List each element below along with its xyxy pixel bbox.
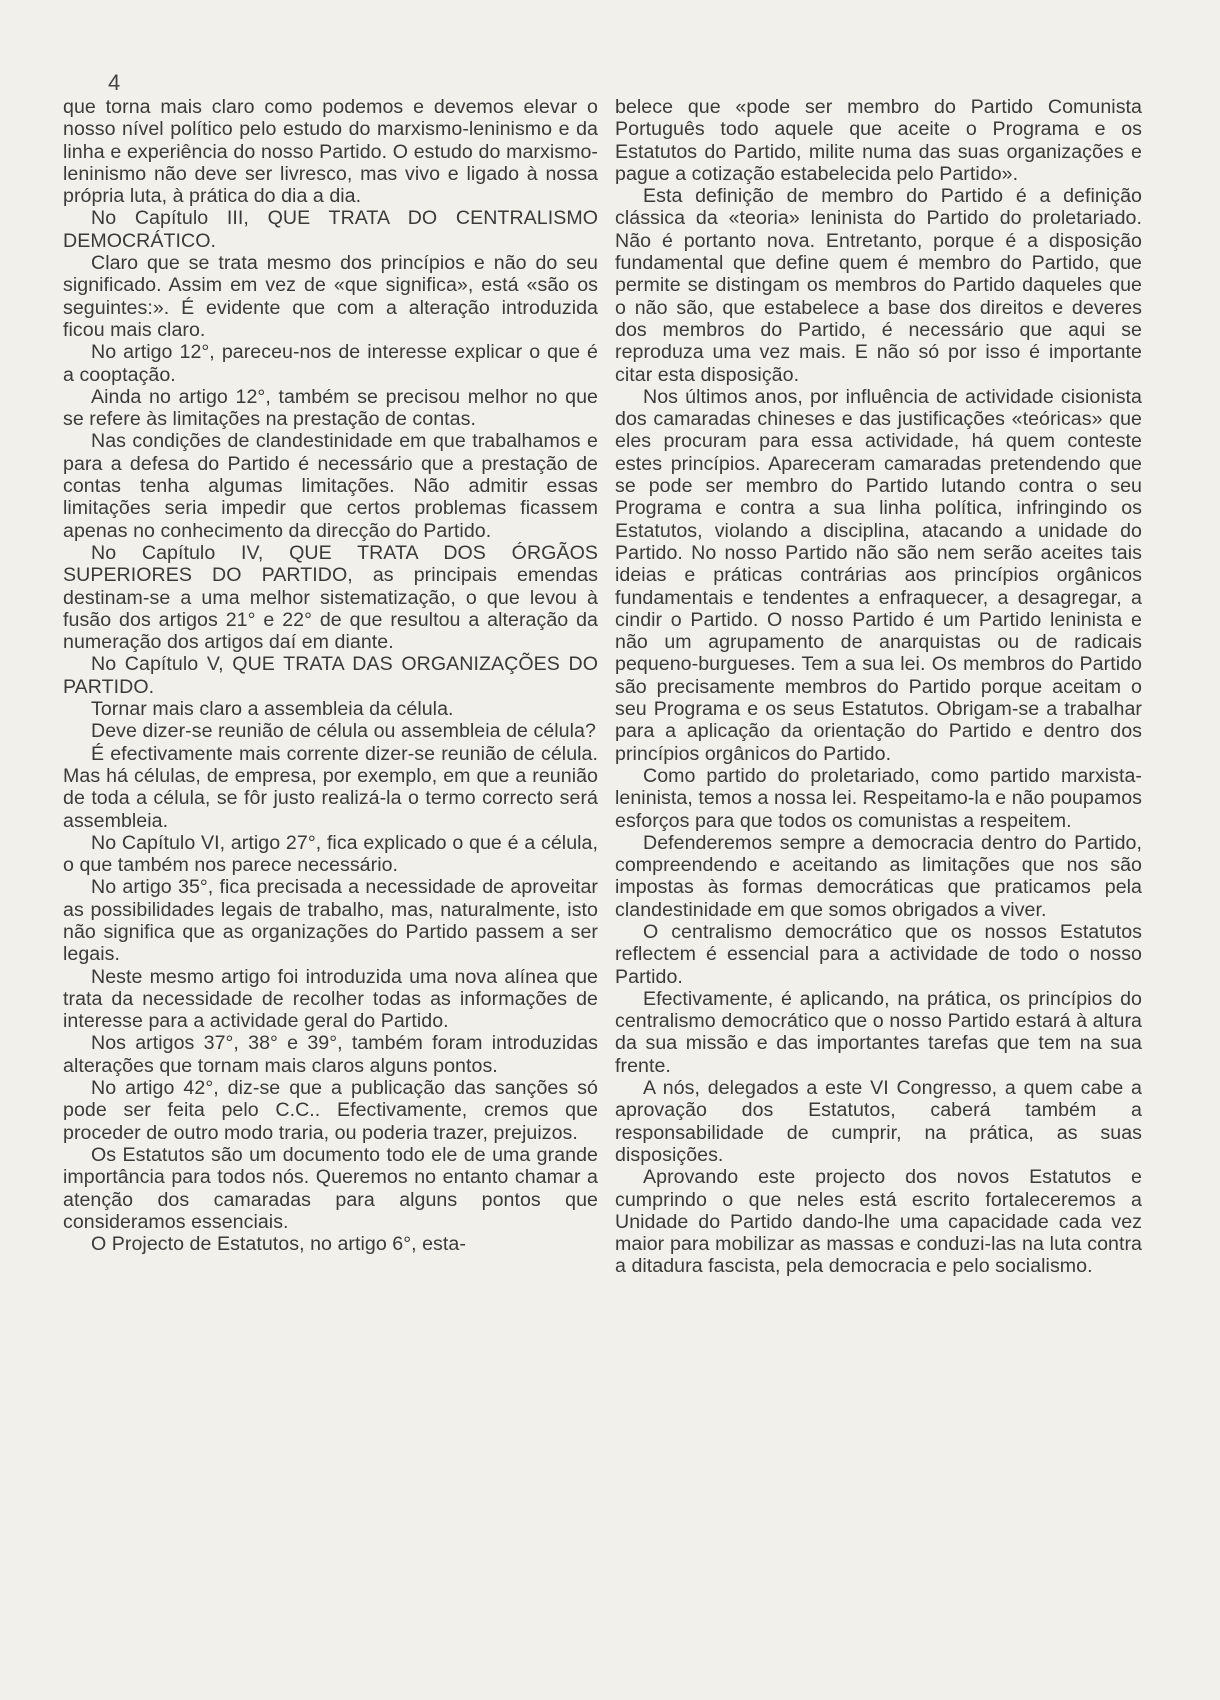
paragraph: Os Estatutos são um documento todo ele de uma grande importância para todos nós. Queremos no entanto chamar a atenção dos camaradas para alguns pontos que consideramos essenciais. [63,1143,598,1233]
page-number: 4 [108,70,121,95]
paragraph: No artigo 35°, fica precisada a necessidade de aproveitar as possibilidades legais de trabalho, mas, naturalmente, isto não significa que as organizações do Partido passem a ser legais. [63,876,598,966]
paragraph: Ainda no artigo 12°, também se precisou melhor no que se refere às limitações na prestação de contas. [63,385,598,431]
paragraph: Esta definição de membro do Partido é a definição clássica da «teoria» leninista do Partido do proletariado. Não é portanto nova. Entretanto, porque é a disposição fundamental que define quem é membro do Partido, que permite se distingam os membros do Partido daqueles que o não são, que estabelece a base dos direitos e deveres dos membros do Partido, é necessário que aqui se reproduza uma vez mais. E não só por isso é importante citar esta disposição. [615,185,1142,386]
paragraph: Nas condições de clandestinidade em que trabalhamos e para a defesa do Partido é necessário que a prestação de contas tenha algumas limitações. Não admitir essas limitações seria impedir que certos problemas ficassem apenas no conhecimento da direcção do Partido. [63,430,598,542]
paragraph: belece que «pode ser membro do Partido Comunista Português todo aquele que aceite o Programa e os Estatutos do Partido, milite numa das suas organizações e pague a cotização estabelecida pelo Partido». [615,96,1142,185]
paragraph: que torna mais claro como podemos e devemos elevar o nosso nível político pelo estudo do marxismo-leninismo e da linha e experiência do nosso Partido. O estudo do marxismo-leninismo não deve ser livresco, mas vivo e ligado à nossa própria luta, à prática do dia a dia. [63,96,598,208]
paragraph: Claro que se trata mesmo dos princípios e não do seu significado. Assim em vez de «que significa», está «são os seguintes:». É evidente que com a alteração introduzida ficou mais claro. [63,252,598,341]
paragraph: Deve dizer-se reunião de célula ou assembleia de célula? [91,720,596,743]
paragraph: No artigo 42°, diz-se que a publicação das sanções só pode ser feita pelo C.C.. Efectivamente, cremos que proceder de outro modo traria, ou poderia trazer, prejuizos. [63,1077,598,1144]
paragraph: Tornar mais claro a assembleia da célula. [91,698,454,721]
paragraph: No Capítulo III, QUE TRATA DO CENTRALISMO DEMOCRÁTICO. [63,207,598,252]
paragraph: Neste mesmo artigo foi introduzida uma nova alínea que trata da necessidade de recolher todas as informações de interesse para a actividade geral do Partido. [63,965,598,1033]
paragraph: No Capítulo VI, artigo 27°, fica explicado o que é a célula, o que também nos parece necessário. [63,831,598,877]
paragraph: É efectivamente mais corrente dizer-se reunião de célula. Mas há células, de empresa, por exemplo, em que a reunião de toda a célula, se fôr justo realizá-la o termo correcto será assembleia. [63,742,598,832]
paragraph: A nós, delegados a este VI Congresso, a quem cabe a aprovação dos Estatutos, caberá também a responsabilidade de cumprir, na prática, as suas disposições. [615,1077,1142,1166]
paragraph: No artigo 12°, pareceu-nos de interesse explicar o que é a cooptação. [63,341,598,386]
left-column [63,96,598,1255]
paragraph: No Capítulo IV, QUE TRATA DOS ÓRGÃOS SUPERIORES DO PARTIDO, as principais emendas destinam-se a uma melhor sistematização, o que levou à fusão dos artigos 21° e 22° de que resultou a alteração da numeração dos artigos daí em diante. [63,541,598,654]
paragraph: No Capítulo V, QUE TRATA DAS ORGANIZAÇÕES DO PARTIDO. [63,653,598,698]
paragraph: Aprovando este projecto dos novos Estatutos e cumprindo o que neles está escrito fortaleceremos a Unidade do Partido dando-lhe uma capacidade cada vez maior para mobilizar as massas e conduzi-las na luta contra a ditadura fascista, pela democracia e pelo socialismo. [615,1166,1142,1278]
paragraph: Nos últimos anos, por influência de actividade cisionista dos camaradas chineses e das justificações «teóricas» que eles procuram para essa actividade, há quem conteste estes princípios. Apareceram camaradas pretendendo que se pode ser membro do Partido lutando contra o seu Programa e contra a sua linha política, infringindo os Estatutos, violando a disciplina, atacando a unidade do Partido. No nosso Partido não são nem serão aceites tais ideias e práticas contrárias aos princípios orgânicos fundamentais e tendentes a enfraquecer, a desagregar, a cindir o Partido. O nosso Partido é um Partido leninista e não um agrupamento de anarquistas ou de radicais pequeno-burgueses. Tem a sua lei. Os membros do Partido são precisamente membros do Partido porque aceitam o seu Programa e os seus Estatutos. Obrigam-se a trabalhar para a aplicação da orientação do Partido e dentro dos princípios orgânicos do Partido. [615,385,1142,765]
paragraph: Efectivamente, é aplicando, na prática, os princípios do centralismo democrático que o nosso Partido estará à altura da sua missão e das importantes tarefas que tem na sua frente. [615,987,1142,1077]
paragraph: O Projecto de Estatutos, no artigo 6°, esta- [91,1233,466,1256]
paragraph: Como partido do proletariado, como partido marxista-leninista, temos a nossa lei. Respeitamo-la e não poupamos esforços para que todos os comunistas a respeitem. [615,764,1142,832]
paragraph: Nos artigos 37°, 38° e 39°, também foram introduzidas alterações que tornam mais claros alguns pontos. [63,1032,598,1077]
paragraph: Defenderemos sempre a democracia dentro do Partido, compreendendo e aceitando as limitações que nos são impostas às formas democráticas que praticamos pela clandestinidade em que somos obrigados a viver. [615,831,1142,921]
paragraph: O centralismo democrático que os nossos Estatutos reflectem é essencial para a actividade de todo o nosso Partido. [615,920,1142,988]
right-column [615,96,1142,1278]
